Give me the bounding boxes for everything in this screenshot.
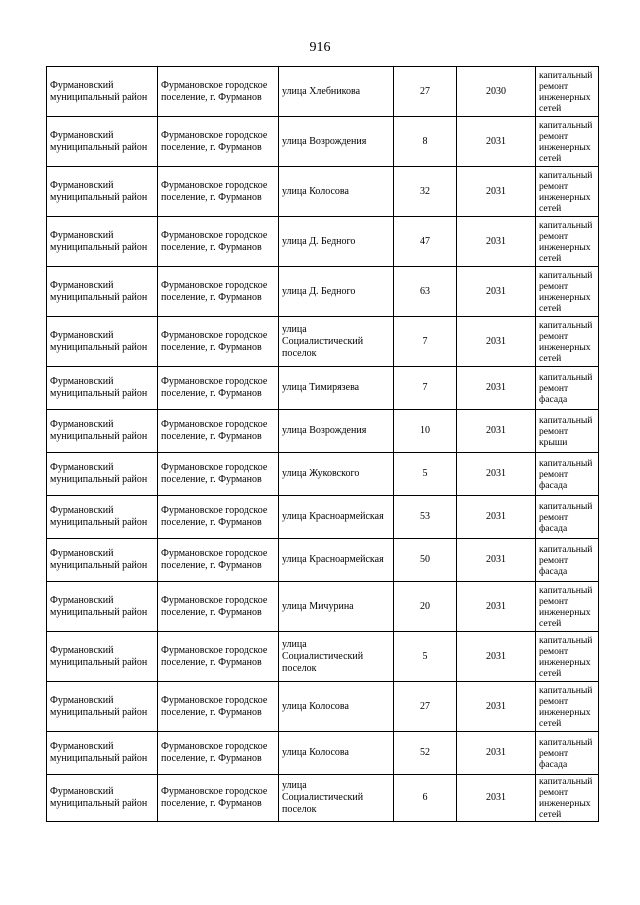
work-type-cell: капитальный ремонт инженерных сетей [536, 67, 599, 117]
district-cell: Фурмановский муниципальный район [47, 682, 158, 732]
street-cell: улица Возрождения [279, 117, 394, 167]
street-cell: улица Социалистический поселок [279, 317, 394, 367]
table-row [47, 539, 599, 582]
district-cell: Фурмановский муниципальный район [47, 732, 158, 775]
work-type-cell: капитальный ремонт инженерных сетей [536, 775, 599, 822]
house-number-cell: 47 [394, 217, 457, 267]
work-type-cell: капитальный ремонт инженерных сетей [536, 117, 599, 167]
table-row [47, 410, 599, 453]
district-cell: Фурмановский муниципальный район [47, 453, 158, 496]
street-cell: улица Колосова [279, 732, 394, 775]
district-cell: Фурмановский муниципальный район [47, 117, 158, 167]
settlement-cell: Фурмановское городское поселение, г. Фурманов [158, 367, 279, 410]
settlement-cell: Фурмановское городское поселение, г. Фурманов [158, 117, 279, 167]
street-cell: улица Социалистический поселок [279, 632, 394, 682]
house-number-cell: 10 [394, 410, 457, 453]
work-type-cell: капитальный ремонт инженерных сетей [536, 632, 599, 682]
district-cell: Фурмановский муниципальный район [47, 539, 158, 582]
table-row [47, 496, 599, 539]
street-cell: улица Мичурина [279, 582, 394, 632]
house-number-cell: 27 [394, 682, 457, 732]
table-row [47, 732, 599, 775]
street-cell: улица Тимирязева [279, 367, 394, 410]
district-cell: Фурмановский муниципальный район [47, 582, 158, 632]
table-row [47, 775, 599, 822]
year-cell: 2031 [457, 367, 536, 410]
street-cell: улица Красноармейская [279, 539, 394, 582]
table-row [47, 682, 599, 732]
work-type-cell: капитальный ремонт инженерных сетей [536, 267, 599, 317]
settlement-cell: Фурмановское городское поселение, г. Фурманов [158, 775, 279, 822]
district-cell: Фурмановский муниципальный район [47, 367, 158, 410]
year-cell: 2031 [457, 410, 536, 453]
settlement-cell: Фурмановское городское поселение, г. Фурманов [158, 453, 279, 496]
street-cell: улица Хлебникова [279, 67, 394, 117]
table-row [47, 117, 599, 167]
street-cell: улица Колосова [279, 682, 394, 732]
work-type-cell: капитальный ремонт фасада [536, 453, 599, 496]
settlement-cell: Фурмановское городское поселение, г. Фурманов [158, 317, 279, 367]
year-cell: 2031 [457, 732, 536, 775]
year-cell: 2031 [457, 117, 536, 167]
year-cell: 2031 [457, 267, 536, 317]
year-cell: 2031 [457, 167, 536, 217]
work-type-cell: капитальный ремонт инженерных сетей [536, 317, 599, 367]
work-type-cell: капитальный ремонт инженерных сетей [536, 167, 599, 217]
settlement-cell: Фурмановское городское поселение, г. Фурманов [158, 496, 279, 539]
district-cell: Фурмановский муниципальный район [47, 67, 158, 117]
settlement-cell: Фурмановское городское поселение, г. Фурманов [158, 410, 279, 453]
table-row [47, 632, 599, 682]
house-number-cell: 5 [394, 632, 457, 682]
district-cell: Фурмановский муниципальный район [47, 167, 158, 217]
settlement-cell: Фурмановское городское поселение, г. Фурманов [158, 632, 279, 682]
year-cell: 2031 [457, 317, 536, 367]
house-number-cell: 7 [394, 367, 457, 410]
district-cell: Фурмановский муниципальный район [47, 267, 158, 317]
house-number-cell: 20 [394, 582, 457, 632]
year-cell: 2030 [457, 67, 536, 117]
year-cell: 2031 [457, 682, 536, 732]
settlement-cell: Фурмановское городское поселение, г. Фурманов [158, 732, 279, 775]
street-cell: улица Возрождения [279, 410, 394, 453]
settlement-cell: Фурмановское городское поселение, г. Фурманов [158, 582, 279, 632]
house-number-cell: 53 [394, 496, 457, 539]
street-cell: улица Колосова [279, 167, 394, 217]
street-cell: улица Д. Бедного [279, 267, 394, 317]
work-type-cell: капитальный ремонт фасада [536, 732, 599, 775]
year-cell: 2031 [457, 775, 536, 822]
settlement-cell: Фурмановское городское поселение, г. Фурманов [158, 217, 279, 267]
district-cell: Фурмановский муниципальный район [47, 632, 158, 682]
table-row [47, 317, 599, 367]
table-row [47, 453, 599, 496]
page-number: 916 [309, 40, 331, 55]
table-row [47, 217, 599, 267]
work-type-cell: капитальный ремонт крыши [536, 410, 599, 453]
repair-schedule-table [46, 66, 599, 822]
year-cell: 2031 [457, 453, 536, 496]
table-body [47, 67, 599, 822]
table-row [47, 67, 599, 117]
district-cell: Фурмановский муниципальный район [47, 317, 158, 367]
district-cell: Фурмановский муниципальный район [47, 496, 158, 539]
year-cell: 2031 [457, 632, 536, 682]
district-cell: Фурмановский муниципальный район [47, 775, 158, 822]
house-number-cell: 27 [394, 67, 457, 117]
house-number-cell: 32 [394, 167, 457, 217]
district-cell: Фурмановский муниципальный район [47, 217, 158, 267]
street-cell: улица Социалистический поселок [279, 775, 394, 822]
work-type-cell: капитальный ремонт фасада [536, 496, 599, 539]
work-type-cell: капитальный ремонт фасада [536, 539, 599, 582]
house-number-cell: 8 [394, 117, 457, 167]
work-type-cell: капитальный ремонт инженерных сетей [536, 217, 599, 267]
settlement-cell: Фурмановское городское поселение, г. Фурманов [158, 67, 279, 117]
settlement-cell: Фурмановское городское поселение, г. Фурманов [158, 539, 279, 582]
table-row [47, 267, 599, 317]
house-number-cell: 52 [394, 732, 457, 775]
year-cell: 2031 [457, 217, 536, 267]
house-number-cell: 6 [394, 775, 457, 822]
table-row [47, 367, 599, 410]
house-number-cell: 5 [394, 453, 457, 496]
street-cell: улица Красноармейская [279, 496, 394, 539]
house-number-cell: 63 [394, 267, 457, 317]
district-cell: Фурмановский муниципальный район [47, 410, 158, 453]
table-row [47, 582, 599, 632]
street-cell: улица Жуковского [279, 453, 394, 496]
settlement-cell: Фурмановское городское поселение, г. Фурманов [158, 167, 279, 217]
work-type-cell: капитальный ремонт фасада [536, 367, 599, 410]
work-type-cell: капитальный ремонт инженерных сетей [536, 582, 599, 632]
table-row [47, 167, 599, 217]
settlement-cell: Фурмановское городское поселение, г. Фурманов [158, 682, 279, 732]
house-number-cell: 50 [394, 539, 457, 582]
house-number-cell: 7 [394, 317, 457, 367]
settlement-cell: Фурмановское городское поселение, г. Фурманов [158, 267, 279, 317]
year-cell: 2031 [457, 582, 536, 632]
year-cell: 2031 [457, 496, 536, 539]
work-type-cell: капитальный ремонт инженерных сетей [536, 682, 599, 732]
year-cell: 2031 [457, 539, 536, 582]
street-cell: улица Д. Бедного [279, 217, 394, 267]
